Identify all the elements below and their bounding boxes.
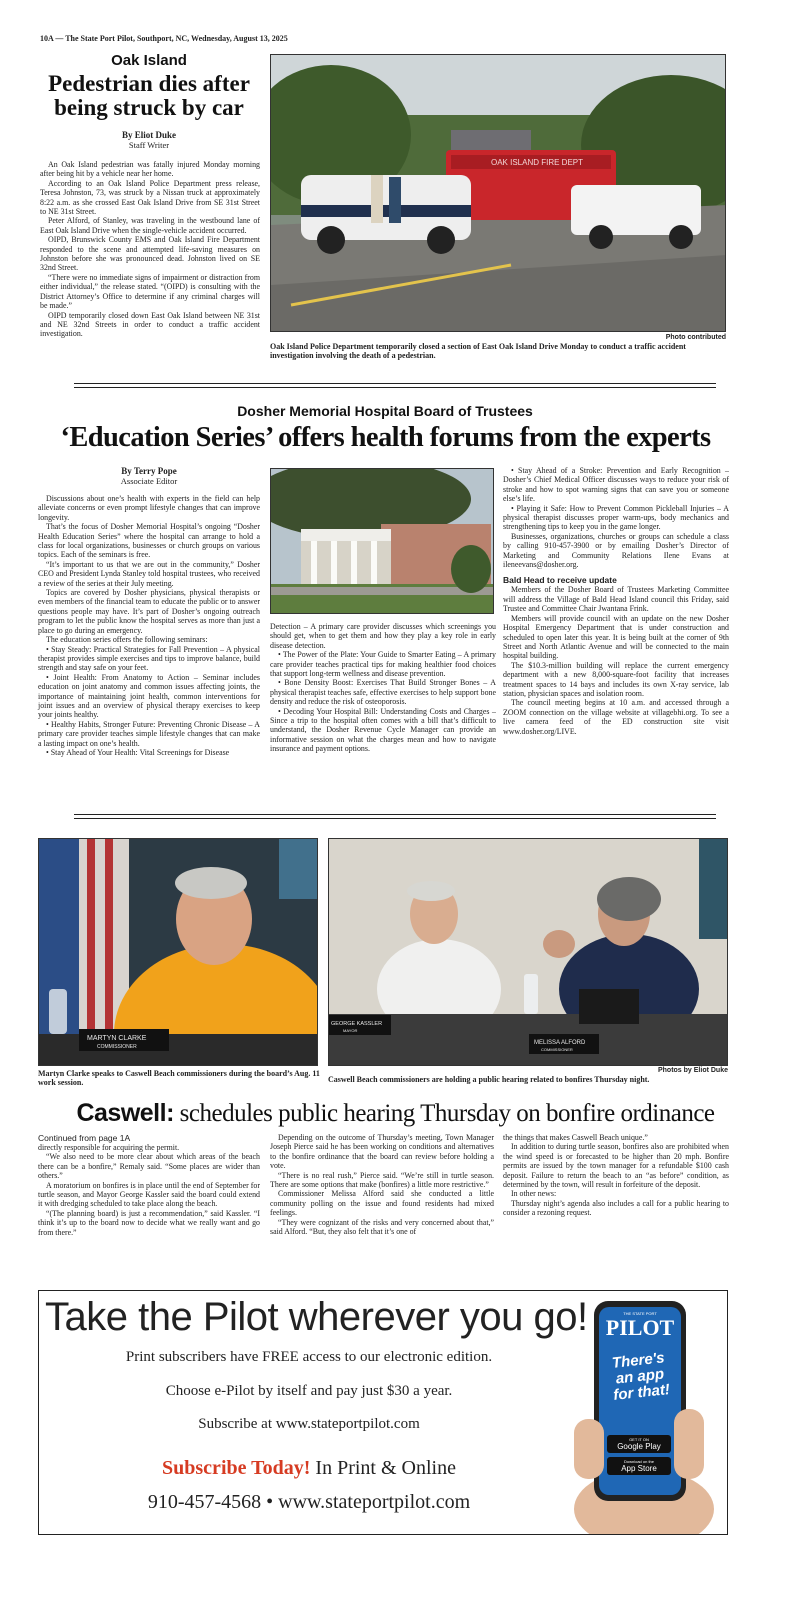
- paragraph: The council meeting begins at 10 a.m. and accessed through a ZOOM connection on the village website at villagebhi.org. To see a live camera feed of the ED construction site visit www.dosher.org/LIVE.: [503, 698, 729, 736]
- paragraph: “There is no real rush,” Pierce said. “We’re still in turtle season. There are some options that make (bonfires) a little more restrictive.”: [270, 1170, 494, 1190]
- google-play-badge[interactable]: [607, 1435, 671, 1453]
- paragraph: “It’s important to us that we are out in the community,” Dosher CEO and President Lynda Stanley told hospital trustees, who received a review of the series at their July meeting.: [38, 559, 260, 588]
- story3-photo-credit: Photos by Eliot Duke: [657, 1067, 728, 1074]
- google-play-small: GET IT ON: [629, 1437, 649, 1442]
- phone-brand-small: THE STATE PORT: [623, 1311, 657, 1316]
- truck-text: OAK ISLAND FIRE DEPT: [491, 158, 584, 167]
- story3-photo1: [38, 838, 318, 1066]
- paragraph: Commissioner Melissa Alford said she conducted a little community polling on the issue and found residents had mixed feelings.: [270, 1189, 494, 1218]
- story3-col2: [270, 1133, 494, 1236]
- section-divider: [74, 387, 716, 388]
- paragraph: • Bone Density Boost: Exercises That Build Stronger Bones – A physical therapist teaches safe, effective exercises to help support bone density and reduce the risk of osteoporosis.: [270, 678, 496, 707]
- paragraph: • Stay Ahead of a Stroke: Prevention and Early Recognition – Dosher’s Chief Medical Officer discusses ways to reduce your risk of stroke and how to spot warning signs that can save you or someone else’s life.: [503, 466, 729, 504]
- ad-line-free-access: Print subscribers have FREE access to our electronic edition.: [125, 1349, 493, 1365]
- story2-col2: [270, 622, 496, 754]
- story3-photo2: [328, 838, 728, 1066]
- accident-scene-image: [271, 55, 726, 332]
- paragraph: Detection – A primary care provider discusses which screenings you should get, when to get them and how they play a key role in early disease detection.: [270, 622, 496, 650]
- story1-photo: [270, 54, 726, 332]
- story3-col1: [38, 1143, 260, 1237]
- paragraph: In other news:: [511, 1189, 557, 1199]
- paragraph: • Playing it Safe: How to Prevent Common Pickleball Injuries – A physical therapist discusses proper warm-ups, body mechanics and strengthening tips to keep you in the game longer.: [503, 503, 729, 532]
- paragraph: According to an Oak Island Police Department press release, Teresa Johnston, 73, was struck by a Nissan truck at approximately 8:22 a.m. as she crossed East Oak Island Drive from SE 31st Street to NE 31st Street.: [40, 178, 260, 217]
- paragraph: The education series offers the following seminars:: [46, 635, 208, 645]
- story1-headline: Pedestrian dies after being struck by car: [48, 71, 250, 121]
- paragraph: Members will provide council with an update on the new Dosher Hospital Emergency Department that is under construction and scheduled to open later this year. It is being built at the corner of 9th Street and North Atlantic Avenue and will be connected to the main hospital building.: [503, 613, 729, 661]
- ad-line-price: Choose e-Pilot by itself and pay just $30 a year.: [165, 1383, 453, 1399]
- martyn-clarke-image: [39, 839, 318, 1066]
- folio: 10A — The State Port Pilot, Southport, NC, Wednesday, August 13, 2025: [40, 34, 288, 43]
- nameplate-alford: MELISSA ALFORD: [534, 1040, 586, 1046]
- app-store-small: Download on the: [623, 1459, 655, 1464]
- paragraph: The $10.3-million building will replace the current emergency department with a new 8,000-square-foot facility that increases treatment spaces to 14 bays and includes its own X-ray service, lab station, physician spaces and isolation room.: [503, 660, 729, 698]
- ad-subscribe[interactable]: [39, 1457, 579, 1480]
- paragraph: • The Power of the Plate: Your Guide to Smarter Eating – A primary care provider teaches practical tips for making healthier food choices that support long-term wellness and disease prevention.: [270, 650, 496, 679]
- paragraph: OIPD temporarily closed down East Oak Island between NE 31st and NE 32nd Streets in order to conduct a traffic accident investigation.: [40, 310, 260, 339]
- paragraph: An Oak Island pedestrian was fatally injured Monday morning after being hit by a vehicle near her home.: [40, 160, 260, 179]
- paragraph: That’s the focus of Dosher Memorial Hospital’s ongoing “Dosher Health Education Series” where the hospital can arrange to hold a class for local organizations, businesses or church groups on various topics. Each of the seminars is free.: [38, 522, 260, 560]
- nameplate-alford-title: COMMISSIONER: [541, 1047, 573, 1052]
- paragraph: Depending on the outcome of Thursday’s meeting, Town Manager Joseph Pierce said he has been working on conditions and alternatives to the bonfire ordinance that the board can review before holding a vote.: [270, 1133, 494, 1171]
- story2-subhead: Bald Head to receive update: [503, 575, 617, 586]
- story2-photo: [270, 468, 494, 614]
- paragraph: Thursday night’s agenda also includes a call for a public hearing to consider a rezoning request.: [503, 1198, 729, 1218]
- story3-headline: [30, 1099, 761, 1128]
- paragraph: • Decoding Your Hospital Bill: Understanding Costs and Charges – Since a trip to the hospital often comes with a bill that’s difficult to understand, the Dosher Revenue Cycle Manager can provide an informative session on what the charges mean and how to navigate insurance and payment options.: [270, 706, 496, 754]
- nameplate-kassler-title: MAYOR: [343, 1028, 358, 1033]
- story2-byline-role: Associate Editor: [120, 476, 178, 486]
- section-divider: [74, 814, 716, 815]
- story3-photo1-caption: Martyn Clarke speaks to Caswell Beach commissioners during the board’s Aug. 11 work session.: [38, 1069, 320, 1088]
- paragraph: Businesses, organizations, churches or groups can schedule a class by calling 910-457-3900 or by emailing Dosher’s Director of Marketing and Community Relations Ilene Evans at ileneevans@dosher.org.: [503, 531, 729, 570]
- story1-photo-credit: Photo contributed: [665, 334, 726, 341]
- nameplate-kassler: GEORGE KASSLER: [331, 1021, 383, 1027]
- hospital-building-image: [271, 469, 494, 614]
- story1-kicker: Oak Island: [111, 52, 187, 69]
- story1-body: [40, 160, 260, 339]
- nameplate-martyn: MARTYN CLARKE: [87, 1035, 147, 1042]
- commissioners-image: [329, 839, 728, 1066]
- paragraph: “(The planning board) is just a recommendation,” said Kassler. “I think it’s up to the board now to decide what we really want and go from there.”: [38, 1208, 260, 1237]
- phone-slogan: There's an app for that!: [611, 1349, 671, 1404]
- paragraph: A moratorium on bonfires is in place until the end of September for turtle season, and Mayor George Kassler said the board could extend it with dredging scheduled to take place along the beach.: [38, 1180, 260, 1209]
- story2-kicker: Dosher Memorial Hospital Board of Trustees: [237, 403, 533, 419]
- story2-col3: [503, 466, 729, 736]
- section-divider: [74, 383, 716, 384]
- app-store-badge[interactable]: [607, 1457, 671, 1475]
- story2-headline: ‘Education Series’ offers health forums from the experts: [60, 422, 711, 453]
- paragraph: OIPD, Brunswick County EMS and Oak Island Fire Department responded to the scene and attempted life-saving measures on Johnston before she was pronounced dead. Johnston lived on SE 32nd Street.: [40, 235, 260, 273]
- ad-line-subscribe-url[interactable]: Subscribe at www.stateportpilot.com: [198, 1416, 420, 1432]
- paragraph: the things that makes Caswell Beach unique.”: [503, 1133, 648, 1142]
- ad-contact[interactable]: 910-457-4568 • www.stateportpilot.com: [147, 1491, 471, 1513]
- section-divider: [74, 818, 716, 819]
- story3-col3: [503, 1133, 729, 1218]
- paragraph: • Healthy Habits, Stronger Future: Preventing Chronic Disease – A primary care provider teaches simple lifestyle changes that can make a lasting impact on one’s health.: [38, 719, 260, 748]
- phone-brand: PILOT: [605, 1315, 675, 1340]
- paragraph: • Joint Health: From Anatomy to Action – Seminar includes education on joint anatomy and common issues affecting joints, the importance of maintaining joint health, common interventions for joint issues and an overview of physical therapy exercises to keep your joints healthy.: [38, 672, 260, 720]
- phone-graphic: [574, 1299, 724, 1534]
- story3-photo2-caption: Caswell Beach commissioners are holding a public hearing related to bonfires Thursday night.: [328, 1075, 650, 1084]
- paragraph: “We also need to be more clear about which areas of the beach there can be a bonfire,” Remaly said. “Some places are wider than others.”: [38, 1152, 260, 1181]
- paragraph: Topics are covered by Dosher physicians, physical therapists or even members of the financial team to educate the public or to answer questions people may have. It’s part of Dosher’s ongoing outreach program to let the public know the hospital serves as more than just a place to go during an emergency.: [38, 588, 260, 635]
- ad-subscribe-rest: In Print & Online: [310, 1457, 456, 1479]
- paragraph: • Stay Steady: Practical Strategies for Fall Prevention – A physical therapist provides simple exercises and tips to improve balance, build strength and stay safe on your feet.: [38, 644, 260, 673]
- paragraph: Members of the Dosher Board of Trustees Marketing Committee will address the Village of Bald Head Island council this Friday, said Trustee and Committee Chair Jwantana Frink.: [503, 585, 729, 614]
- ad-subscribe-red: Subscribe Today!: [162, 1457, 311, 1479]
- paragraph: Peter Alford, of Stanley, was traveling in the westbound lane of East Oak Island Drive when the single-vehicle accident occurred.: [40, 216, 260, 235]
- story2-byline: By Terry Pope: [121, 466, 177, 476]
- story1-byline-role: Staff Writer: [128, 140, 170, 150]
- nameplate-martyn-title: COMMISSIONER: [97, 1044, 137, 1050]
- paragraph: “They were cognizant of the risks and very concerned about that,” said Alford. “But, they also felt that it’s one of: [270, 1217, 494, 1237]
- continued-from: Continued from page 1A: [38, 1133, 131, 1143]
- epilot-ad: [38, 1290, 728, 1535]
- paragraph: Discussions about one’s health with experts in the field can help alleviate concerns or even prompt lifestyle changes that can improve longevity.: [38, 494, 260, 522]
- google-play-label: Google Play: [617, 1442, 661, 1451]
- app-store-label: App Store: [621, 1464, 657, 1473]
- story2-col1: [38, 494, 260, 757]
- ad-title: Take the Pilot wherever you go!: [45, 1295, 588, 1339]
- paragraph: directly responsible for acquiring the permit.: [38, 1143, 180, 1152]
- paragraph: • Stay Ahead of Your Health: Vital Screenings for Disease: [46, 747, 230, 757]
- paragraph: In addition to during turtle season, bonfires also are prohibited when the wind speed is or forecasted to be higher than 20 mph. Bonfire permits are issued by the town manager for a refundable $100 cash deposit. Failure to return the beach to an “as before” condition, as determined by the town, will result in forfeiture of the deposit.: [503, 1142, 729, 1190]
- story1-byline: By Eliot Duke: [121, 130, 176, 140]
- story3-headline-bold: Caswell:: [76, 1099, 174, 1127]
- paragraph: “There were no immediate signs of impairment or distraction from either individual,” the release stated. “(OIPD) is consulting with the District Attorney’s Office to determine if any criminal charges will be made.”: [40, 272, 260, 311]
- story3-headline-rest: schedules public hearing Thursday on bonfire ordinance: [173, 1100, 715, 1127]
- story1-photo-caption: Oak Island Police Department temporarily closed a section of East Oak Island Drive Monday to conduct a traffic accident investigation involving the death of a pedestrian.: [270, 342, 686, 361]
